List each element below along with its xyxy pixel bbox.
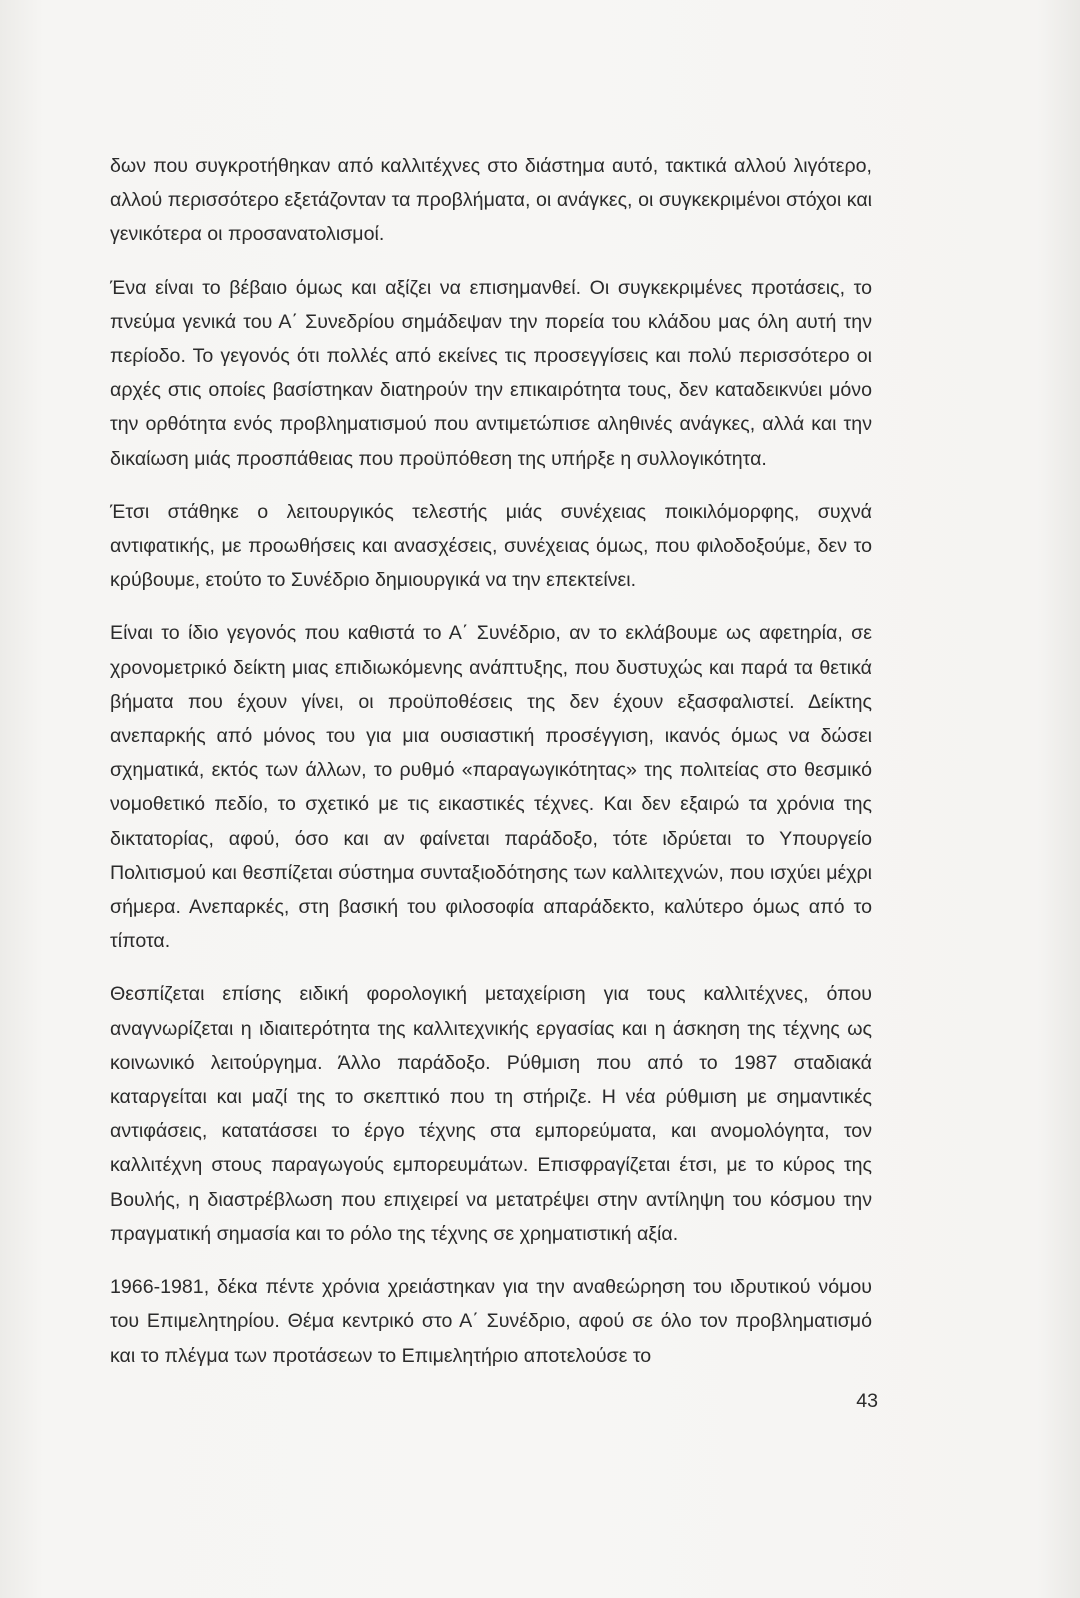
paragraph: 1966-1981, δέκα πέντε χρόνια χρειάστηκαν για την αναθεώρηση του ιδρυτικού νόμου του Επιμελητηρίου. Θέμα κεντρικό στο Α΄ Συνέδριο, αφού σε όλο τον προβληματισμό και το πλέγμα των προτάσεων το Επιμελητήριο αποτελούσε το xyxy=(110,1276,872,1367)
paragraph: Είναι το ίδιο γεγονός που καθιστά το Α΄ Συνέδριο, αν το εκλάβουμε ως αφετηρία, σε χρονομετρικό δείκτη μιας επιδιωκόμενης ανάπτυξης, που δυστυχώς και παρά τα θετικά βήματα που έχουν γίνει, οι προϋποθέσεις της δεν έχουν εξασφαλιστεί. Δείκτης ανεπαρκής από μόνος του για μια ουσιαστική προσέγγιση, ικανός όμως να δώσει σχηματικά, εκτός των άλλων, το ρυθμό «παραγωγικότητας» της πολιτείας στο θεσμικό νομοθετικό πεδίο, το σχετικό με τις εικαστικές τέχνες. Και δεν εξαιρώ τα χρόνια της δικτατορίας, αφού, όσο και αν φαίνεται παράδοξο, τότε ιδρύεται το Υπουργείο Πολιτισμού και θεσπίζεται σύστημα συνταξιοδότησης των καλλιτεχνών, που ισχύει μέχρι σήμερα. Ανεπαρκές, στη βασική του φιλοσοφία απαράδεκτο, καλύτερο όμως από το τίποτα. xyxy=(110,622,872,953)
page-number: 43 xyxy=(856,1390,878,1412)
body-text xyxy=(110,149,872,1392)
paragraph: Έτσι στάθηκε ο λειτουργικός τελεστής μιάς συνέχειας ποικιλόμορφης, συχνά αντιφατικής, με προωθήσεις και ανασχέσεις, συνέχειας όμως, που φιλοδοξούμε, δεν το κρύβουμε, ετούτο το Συνέδριο δημιουργικά να την επεκτείνει. xyxy=(110,500,872,592)
paragraph: δων που συγκροτήθηκαν από καλλιτέχνες στο διάστημα αυτό, τακτικά αλλού λιγότερο, αλλού περισσότερο εξετάζονταν τα προβλήματα, οι ανάγκες, οι συγκεκριμένοι στόχοι και γενικότερα οι προσανατολισμοί. xyxy=(110,155,872,246)
paragraph: Θεσπίζεται επίσης ειδική φορολογική μεταχείριση για τους καλλιτέχνες, όπου αναγνωρίζεται η ιδιαιτερότητα της καλλιτεχνικής εργασίας και η άσκηση της τέχνης ως κοινωνικό λειτούργημα. Άλλο παράδοξο. Ρύθμιση που από το 1987 σταδιακά καταργείται και μαζί της το σκεπτικό που τη στήριζε. Η νέα ρύθμιση με σημαντικές αντιφάσεις, κατατάσσει το έργο τέχνης στα εμπορεύματα, και ανομολόγητα, τον καλλιτέχνη στους παραγωγούς εμπορευμάτων. Επισφραγίζεται έτσι, με το κύρος της Βουλής, η διαστρέβλωση που επιχειρεί να μετατρέψει στην αντίληψη του κόσμου την πραγματική σημασία και το ρόλο της τέχνης σε χρηματιστική αξία. xyxy=(110,983,872,1245)
paragraph: Ένα είναι το βέβαιο όμως και αξίζει να επισημανθεί. Οι συγκεκριμένες προτάσεις, το πνεύμα γενικά του Α΄ Συνεδρίου σημάδεψαν την πορεία του κλάδου μας όλη αυτή την περίοδο. Το γεγονός ότι πολλές από εκείνες τις προσεγγίσεις και πολύ περισσότερο οι αρχές στις οποίες βασίστηκαν διατηρούν την επικαιρότητα τους, δεν καταδεικνύει μόνο την ορθότητα ενός προβληματισμού που αντιμετώπισε αληθινές ανάγκες, αλλά και την δικαίωση μιάς προσπάθειας που προϋπόθεση της υπήρξε η συλλογικότητα. xyxy=(110,276,872,470)
